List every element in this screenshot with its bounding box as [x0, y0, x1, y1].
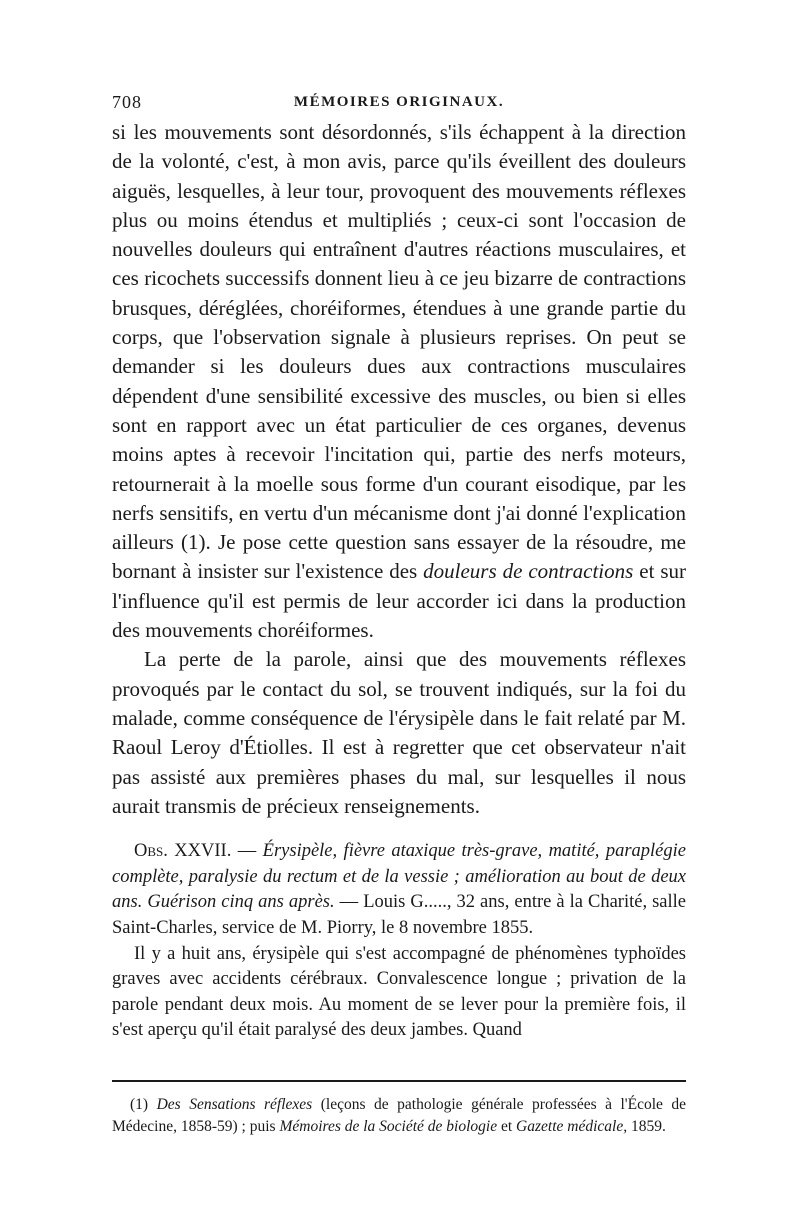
observation-paragraph: Il y a huit ans, érysipèle qui s'est accompagné de phénomènes typhoïdes graves avec accidents cérébraux. Convalescence longue ; privation de la parole pendant deux mois. Au moment de se lever pour la première fois, il s'est aperçu qu'il était paralysé des deux jambes. Quand: [112, 943, 686, 1041]
footnote-text-1: (leçons de pathologie générale professées à l'École de Médecine, 1858-59) ; puis: [112, 1095, 687, 1135]
running-head: [112, 92, 686, 118]
observation-title: Érysipèle, fièvre ataxique très-grave, matité, paraplégie complète, paralysie du rectum et de la vessie ; amélioration au bout de deux ans. Guérison cinq ans après.: [112, 841, 686, 913]
observation-block: [112, 839, 686, 1044]
running-title: MÉMOIRES ORIGINAUX.: [293, 94, 505, 110]
observation-intro-text: — Louis G....., 32 ans, entre à la Charité, salle Saint-Charles, service de M. Piorry, le 8 novembre 1855.: [112, 892, 686, 938]
footnote-italic-3: Gazette médicale,: [516, 1117, 628, 1135]
footnote-text-3: 1859.: [630, 1117, 666, 1135]
main-text: [112, 118, 686, 821]
footnote-italic-1: Des Sensations réflexes: [156, 1095, 313, 1113]
paragraph-text-end: et sur l'influence qu'il est permis de leur accorder ici dans la production des mouvements choréiformes.: [112, 559, 687, 643]
page-number: 708: [112, 92, 142, 112]
observation-intro: [112, 839, 686, 941]
paragraph: La perte de la parole, ainsi que des mouvements réflexes provoqués par le contact du sol, se trouvent indiqués, sur la foi du malade, comme conséquence de l'érysipèle dans le fait relaté par M. Raoul Leroy d'Étiolles. Il est à regretter que cet observateur n'ait pas assisté aux premières phases du mal, sur lesquelles il nous aurait transmis de précieux renseignements.: [112, 647, 686, 818]
footnote-text-2: et: [500, 1117, 513, 1135]
italic-phrase: douleurs de contractions: [423, 559, 634, 584]
book-page: [112, 92, 686, 1138]
footnote-rule: [112, 1080, 686, 1082]
paragraph-text: si les mouvements sont désordonnés, s'ils échappent à la direction de la volonté, c'est, à mon avis, parce qu'ils éveillent des douleurs aiguës, lesquelles, à leur tour, provoquent des mouvements réflexes plus ou moins étendus et multipliés ; ceux-ci sont l'occasion de nouvelles douleurs qui entraînent d'autres réactions musculaires, et ces ricochets successifs donnent lieu à ce jeu bizarre de contractions brusques, déréglées, choréiformes, étendues à une grande partie du corps, que l'observation signale à plusieurs reprises. On peut se demander si les douleurs dues aux contractions musculaires dépendent d'une sensibilité excessive des muscles, ou bien si elles sont en rapport avec un état particulier de ces organes, devenus moins aptes à recevoir l'incitation qui, partie des nerfs moteurs, retournerait à la moelle sous forme d'un courant eisodique, par les nerfs sensitifs, en vertu d'un mécanisme dont j'ai donné l'explication ailleurs (1). Je pose cette question sans essayer de la résoudre, me bornant à insister sur l'existence des: [112, 120, 686, 584]
observation-heading: Obs. XXVII. —: [134, 841, 257, 862]
footnote-italic-2: Mémoires de la Société de biologie: [279, 1117, 498, 1135]
paragraph-continued: [112, 118, 686, 645]
footnote: [112, 1094, 686, 1138]
footnote-marker: (1): [130, 1095, 149, 1113]
